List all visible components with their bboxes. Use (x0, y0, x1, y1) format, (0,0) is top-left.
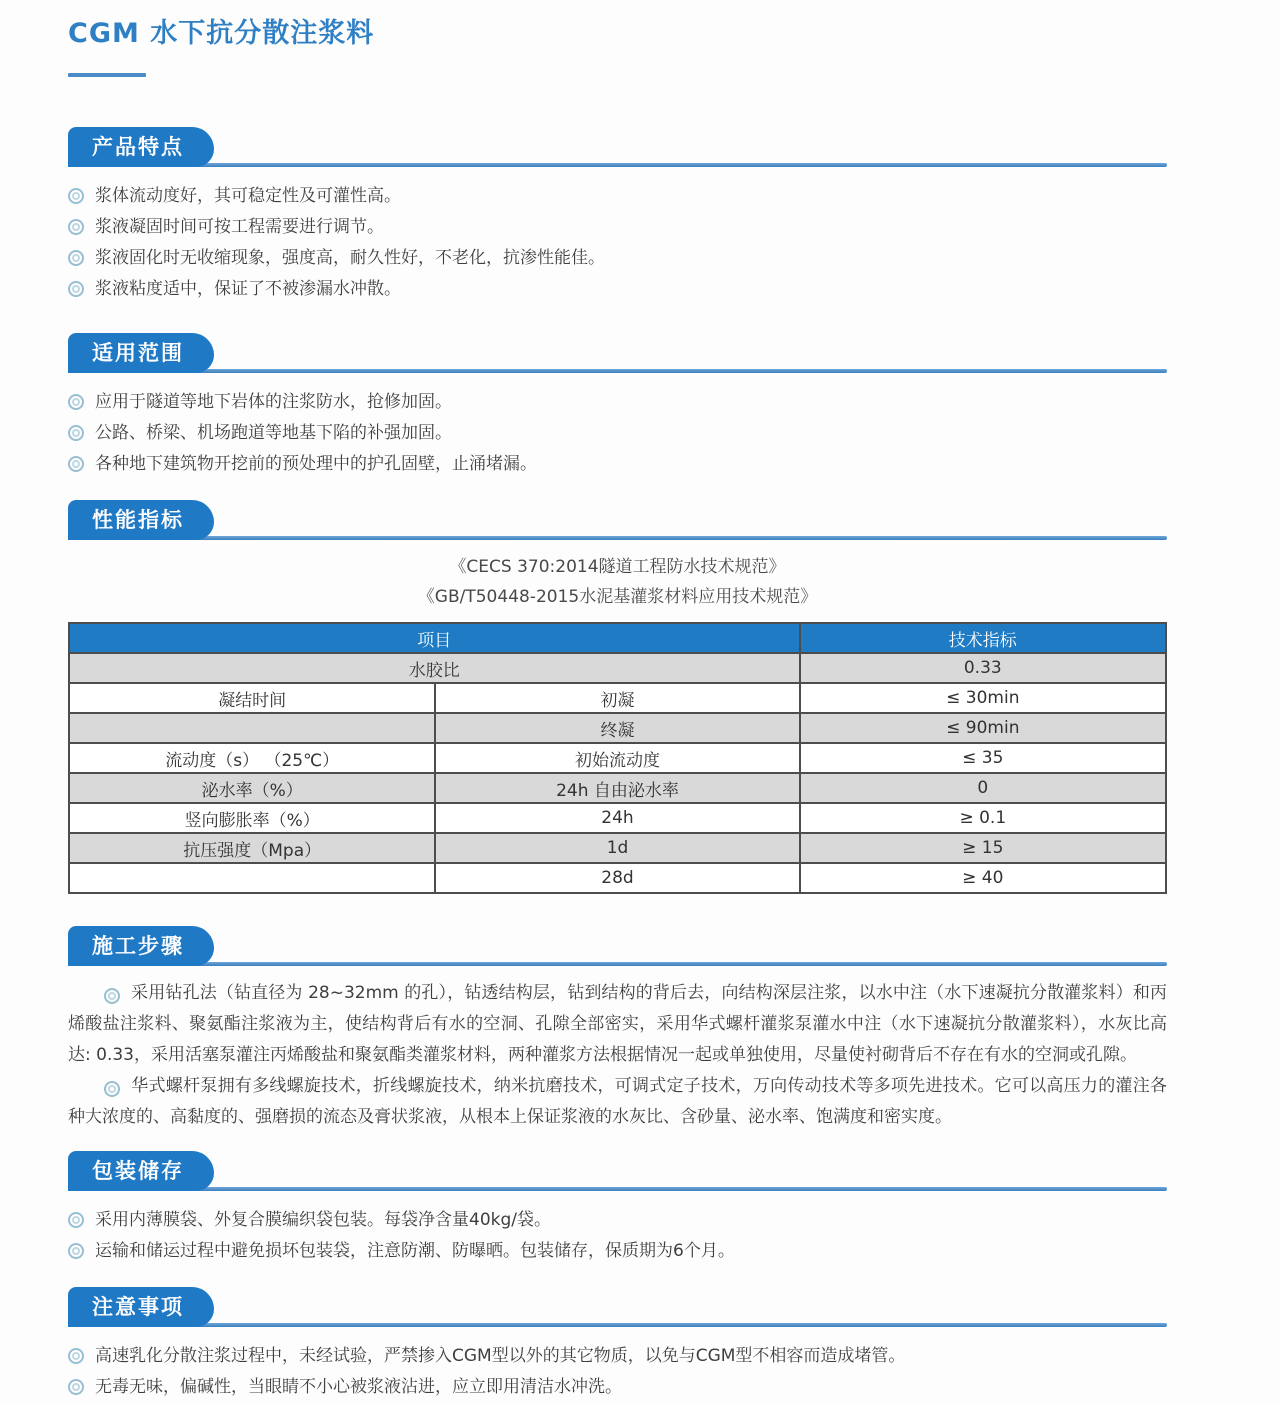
section-construction (68, 926, 1167, 1133)
page-title: CGM 水下抗分散注浆料 (68, 18, 375, 49)
table-header-row (69, 623, 1166, 653)
section-packaging-header (68, 1151, 1167, 1191)
paragraph-text: 华式螺杆泵拥有多线螺旋技术，折线螺旋技术，纳米抗磨技术，可调式定子技术，万向传动技术等多项先进技术。它可以高压力的灌注各种大浓度的、高黏度的、强磨损的流态及膏状浆液，从根本上保证浆液的水灰比、含砂量、泌水率、饱满度和密实度。 (68, 1076, 1167, 1127)
bullseye-bullet-icon (68, 456, 84, 472)
cell-value: ≥ 0.1 (800, 803, 1166, 833)
section-notes-header (68, 1287, 1167, 1327)
list-item-text: 浆液固化时无收缩现象，强度高，耐久性好，不老化，抗渗性能佳。 (95, 248, 605, 268)
bullseye-bullet-icon (104, 988, 120, 1004)
list-item (68, 1205, 1167, 1236)
list-item (68, 212, 1167, 243)
list-item (68, 1341, 1167, 1372)
section-rule (68, 962, 1167, 966)
cell-value: ≤ 90min (800, 713, 1166, 743)
cell-group (69, 863, 435, 893)
cell-group: 流动度（s） （25℃） (69, 743, 435, 773)
bullseye-bullet-icon (68, 425, 84, 441)
standard-line: 《CECS 370:2014隧道工程防水技术规范》 (449, 557, 786, 577)
list-item-text: 浆液凝固时间可按工程需要进行调节。 (95, 217, 384, 237)
list-item (68, 274, 1167, 305)
list-item-text: 应用于隧道等地下岩体的注浆防水，抢修加固。 (95, 392, 452, 412)
list-item-text: 采用内薄膜袋、外复合膜编织袋包装。每袋净含量40kg/袋。 (95, 1210, 551, 1230)
cell-value: ≤ 30min (800, 683, 1166, 713)
notes-list (68, 1341, 1167, 1403)
packaging-list (68, 1205, 1167, 1267)
list-item-text: 运输和储运过程中避免损坏包装袋，注意防潮、防曝晒。包装储存，保质期为6个月。 (95, 1241, 735, 1261)
bullseye-bullet-icon (104, 1081, 120, 1097)
list-item (68, 449, 1167, 480)
cell-value: 0 (800, 773, 1166, 803)
section-features (68, 127, 1167, 305)
cell-value: ≥ 15 (800, 833, 1166, 863)
section-heading-badge: 性能指标 (68, 500, 214, 540)
table-row (69, 803, 1166, 833)
cell-sub: 28d (435, 863, 799, 893)
section-notes (68, 1287, 1167, 1403)
cell-group: 泌水率（%） (69, 773, 435, 803)
list-item (68, 418, 1167, 449)
list-item (68, 1236, 1167, 1267)
list-item-text: 各种地下建筑物开挖前的预处理中的护孔固壁，止涌堵漏。 (95, 454, 537, 474)
list-item (68, 1372, 1167, 1403)
section-scope (68, 333, 1167, 480)
paragraph (68, 1071, 1167, 1133)
list-item-text: 公路、桥梁、机场跑道等地基下陷的补强加固。 (95, 423, 452, 443)
list-item (68, 387, 1167, 418)
bullseye-bullet-icon (68, 1212, 84, 1228)
column-header-item: 项目 (69, 623, 800, 653)
cell-group: 竖向膨胀率（%） (69, 803, 435, 833)
features-list (68, 181, 1167, 305)
cell-sub: 1d (435, 833, 799, 863)
section-features-header (68, 127, 1167, 167)
section-heading-badge: 施工步骤 (68, 926, 214, 966)
section-packaging (68, 1151, 1167, 1267)
table-row (69, 743, 1166, 773)
section-heading-badge: 产品特点 (68, 127, 214, 167)
cell-sub: 初凝 (435, 683, 799, 713)
cell-item: 水胶比 (69, 653, 800, 683)
bullseye-bullet-icon (68, 1243, 84, 1259)
bullseye-bullet-icon (68, 188, 84, 204)
cell-sub: 终凝 (435, 713, 799, 743)
table-row (69, 653, 1166, 683)
cell-group: 抗压强度（Mpa） (69, 833, 435, 863)
table-row (69, 863, 1166, 893)
list-item-text: 浆体流动度好，其可稳定性及可灌性高。 (95, 186, 401, 206)
cell-value: ≥ 40 (800, 863, 1166, 893)
bullseye-bullet-icon (68, 394, 84, 410)
table-row (69, 713, 1166, 743)
construction-paragraphs (68, 978, 1167, 1133)
paragraph-text: 采用钻孔法（钻直径为 28~32mm 的孔），钻透结构层，钻到结构的背后去，向结构深层注浆，以水中注（水下速凝抗分散灌浆料）和丙烯酸盐注浆料、聚氨酯注浆液为主，使结构背后有水的空洞、孔隙全部密实，采用华式螺杆灌浆泵灌水中注（水下速凝抗分散灌浆料），水灰比高达: 0.33，采用活塞泵灌注丙烯酸盐和聚氨酯类灌浆材料，两种灌浆方法根据情况一起或单独使用，尽量使衬砌背后不存在有水的空洞或孔隙。 (68, 983, 1167, 1065)
section-rule (68, 1187, 1167, 1191)
cell-group (69, 713, 435, 743)
performance-table (68, 622, 1167, 894)
list-item (68, 181, 1167, 212)
section-rule (68, 369, 1167, 373)
bullseye-bullet-icon (68, 219, 84, 235)
section-rule (68, 1323, 1167, 1327)
section-construction-header (68, 926, 1167, 966)
cell-value: ≤ 35 (800, 743, 1166, 773)
section-heading-badge: 适用范围 (68, 333, 214, 373)
list-item-text: 高速乳化分散注浆过程中，未经试验，严禁掺入CGM型以外的其它物质，以免与CGM型不相容而造成堵管。 (95, 1346, 906, 1366)
list-item (68, 243, 1167, 274)
section-heading-badge: 包装储存 (68, 1151, 214, 1191)
section-performance-header (68, 500, 1167, 540)
paragraph (68, 978, 1167, 1071)
section-scope-header (68, 333, 1167, 373)
bullseye-bullet-icon (68, 1379, 84, 1395)
table-row (69, 773, 1166, 803)
column-header-value: 技术指标 (800, 623, 1166, 653)
title-underline (68, 73, 146, 77)
section-rule (68, 163, 1167, 167)
list-item-text: 无毒无味，偏碱性，当眼睛不小心被浆液沾进，应立即用清洁水冲洗。 (95, 1377, 622, 1397)
list-item-text: 浆液粘度适中，保证了不被渗漏水冲散。 (95, 279, 401, 299)
table-row (69, 833, 1166, 863)
table-row (69, 683, 1166, 713)
standards-references (68, 552, 1167, 612)
cell-sub: 初始流动度 (435, 743, 799, 773)
standard-line: 《GB/T50448-2015水泥基灌浆材料应用技术规范》 (417, 587, 818, 607)
cell-sub: 24h (435, 803, 799, 833)
bullseye-bullet-icon (68, 281, 84, 297)
cell-value: 0.33 (800, 653, 1166, 683)
section-heading-badge: 注意事项 (68, 1287, 214, 1327)
bullseye-bullet-icon (68, 1348, 84, 1364)
cell-group: 凝结时间 (69, 683, 435, 713)
bullseye-bullet-icon (68, 250, 84, 266)
section-rule (68, 536, 1167, 540)
scope-list (68, 387, 1167, 480)
section-performance (68, 500, 1167, 894)
cell-sub: 24h 自由泌水率 (435, 773, 799, 803)
